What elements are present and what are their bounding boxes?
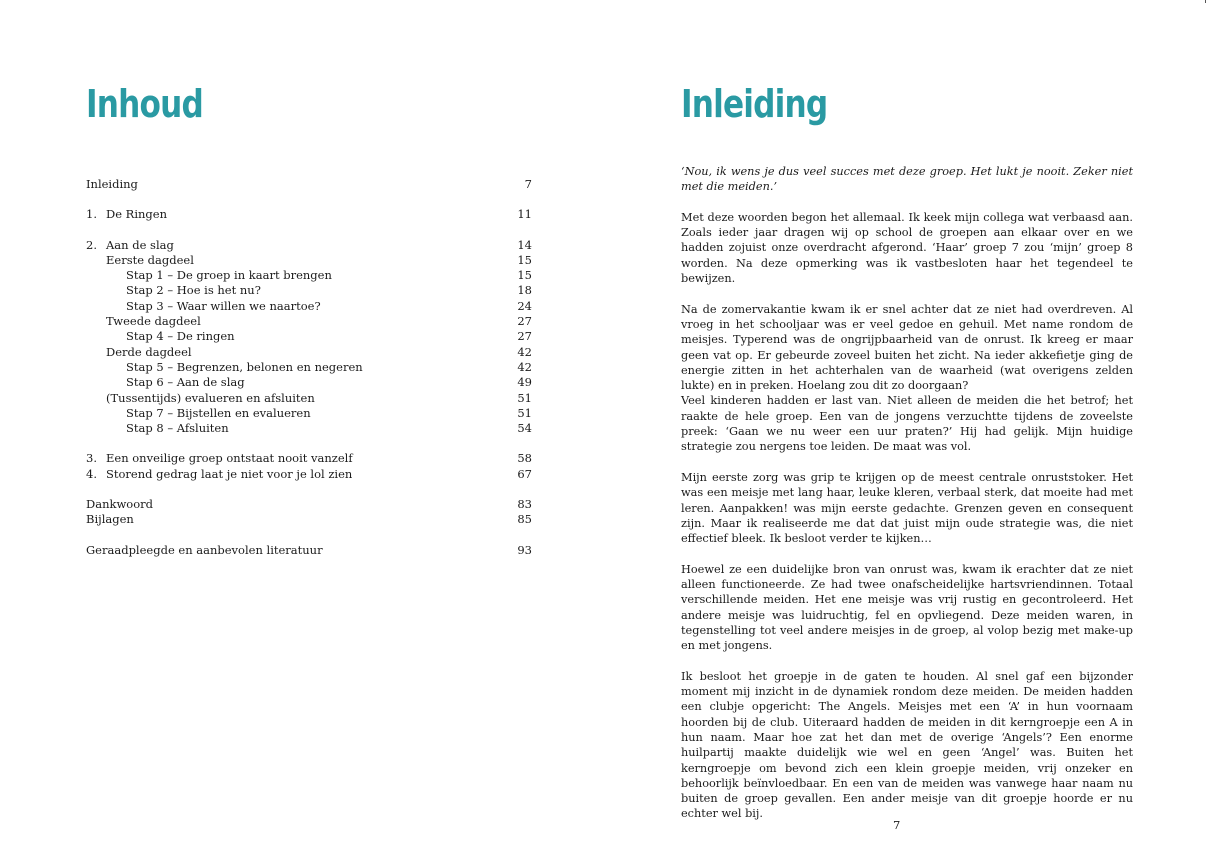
toc-entry-text: Stap 6 – Aan de slag: [126, 375, 245, 390]
toc-entry[interactable]: [86, 345, 532, 360]
toc-entry-number: 2.: [86, 237, 97, 252]
toc-group: [86, 238, 532, 437]
toc-entry-page: 67: [517, 466, 532, 481]
toc-entry-page: 27: [517, 314, 532, 329]
toc-entry-label: [86, 238, 174, 253]
toc-entry-label: [86, 268, 332, 283]
toc-entry-text: Aan de slag: [106, 237, 174, 252]
paragraph: Hoewel ze een duidelijke bron van onrust was, kwam ik erachter dat ze niet alleen functioneerde. Ze had twee onafscheidelijke hartsvriendinnen. Totaal verschillende meiden. Het ene meisje was vrij rustig en gecontroleerd. Het andere meisje was luidruchtig, fel en opvliegend. Deze meiden waren, in tegenstelling tot veel andere meisjes in de groep, al volop bezig met make-up en met jongens.: [681, 562, 1133, 653]
toc-entry-label: [86, 451, 353, 466]
toc-entry[interactable]: [86, 329, 532, 344]
toc-entry[interactable]: [86, 299, 532, 314]
toc-entry[interactable]: [86, 406, 532, 421]
toc-group: [86, 497, 532, 528]
toc-entry-page: 27: [517, 329, 532, 344]
toc-entry-page: 7: [524, 177, 532, 191]
toc-entry-page: 11: [517, 207, 532, 222]
toc-entry-text: Derde dagdeel: [106, 344, 192, 359]
toc-entry-page: 18: [517, 283, 532, 298]
toc-entry-text: Stap 1 – De groep in kaart brengen: [126, 268, 332, 283]
toc-entry-page: 51: [517, 405, 532, 420]
toc-entry-text: De Ringen: [106, 207, 167, 222]
toc-entry[interactable]: [86, 177, 532, 192]
paragraph: Na de zomervakantie kwam ik er snel achter dat ze niet had overdreven. Al vroeg in het schooljaar was er veel gedoe en gehuil. Met name rondom de meisjes. Typerend was de ongrijpbaarheid van de onrust. Ik kreeg er maar geen vat op. Er gebeurde zoveel buiten het zicht. Na ieder akkefietje ging de energie zitten in het achterhalen van de waarheid (wat overigens zelden lukte) en in preken. Hoelang zou dit zo doorgaan?: [681, 302, 1133, 393]
paragraph: Ik besloot het groepje in de gaten te houden. Al snel gaf een bijzonder moment mij inzicht in de dynamiek rondom deze meiden. De meiden hadden een clubje opgericht: The Angels. Meisjes met een ‘A’ in hun voornaam hoorden bij de club. Uiteraard hadden de meiden in dit kerngroepje een A in hun naam. Maar hoe zat het dan met de overige ‘Angels’? Een enorme huilpartij maakte duidelijk wie wel en geen ‘Angel’ was. Buiten het kerngroepje om bevond zich een klein groepje meiden, vrij onzeker en behoorlijk beïnvloedbaar. En een van de meiden was vanwege haar naam nu buiten de groep gevallen. Een ander meisje van dit groepje hoorde er nu echter wel bij.: [681, 669, 1133, 821]
toc-entry-text: Storend gedrag laat je niet voor je lol zien: [106, 466, 353, 481]
toc-entry[interactable]: [86, 314, 532, 329]
page-title-inhoud: Inhoud: [86, 82, 203, 126]
toc-entry-label: [86, 314, 201, 329]
toc-entry-text: Inleiding: [86, 177, 138, 191]
toc-entry-label: [86, 391, 315, 406]
toc-entry-label: [86, 345, 192, 360]
toc-entry-page: 14: [517, 237, 532, 252]
body-text: [681, 164, 1133, 822]
toc-entry[interactable]: [86, 253, 532, 268]
paragraph: Met deze woorden begon het allemaal. Ik keek mijn collega wat verbaasd aan. Zoals ieder jaar dragen wij op school de groepen aan elkaar over en we hadden zojuist onze overdracht afgerond. ‘Haar’ groep 7 zou ‘mijn’ groep 8 worden. Na deze opmerking was ik vastbesloten haar het tegendeel te bewijzen.: [681, 210, 1133, 286]
toc-group: [86, 207, 532, 222]
paragraph: Mijn eerste zorg was grip te krijgen op de meest centrale onruststoker. Het was een meisje met lang haar, leuke kleren, verbaal sterk, dat moeite had met leren. Aanpakken! was mijn eerste gedachte. Grenzen geven en consequent zijn. Maar ik realiseerde me dat dat juist mijn oude strategie was, die niet effectief bleek. Ik besloot verder te kijken…: [681, 470, 1133, 546]
toc-entry-number: 3.: [86, 451, 97, 466]
toc-entry-text: Een onveilige groep ontstaat nooit vanzelf: [106, 451, 353, 466]
toc-entry-page: 54: [517, 421, 532, 436]
crop-mark: [1205, 0, 1206, 3]
toc-entry[interactable]: [86, 268, 532, 283]
toc-entry-page: 15: [517, 252, 532, 267]
paragraph: ‘Nou, ik wens je dus veel succes met deze groep. Het lukt je nooit. Zeker niet met die meiden.’: [681, 165, 1133, 194]
toc-entry[interactable]: [86, 375, 532, 390]
page-title-inleiding: Inleiding: [681, 82, 828, 126]
toc-entry-page: 49: [517, 375, 532, 390]
toc-group: [86, 543, 532, 558]
toc-entry-label: [86, 497, 153, 512]
toc-entry[interactable]: [86, 391, 532, 406]
toc-entry-number: 1.: [86, 207, 97, 222]
toc-entry-label: [86, 512, 134, 527]
toc-group: [86, 451, 532, 482]
toc-entry[interactable]: [86, 421, 532, 436]
paragraph: Veel kinderen hadden er last van. Niet alleen de meiden die het betrof; het raakte de hele groep. Een van de jongens verzuchtte tijdens de zoveelste preek: ‘Gaan we nu weer een uur praten?’ Hij had gelijk. Mijn huidige strategie zou nergens toe leiden. De maat was vol.: [681, 394, 1133, 454]
toc-entry-label: [86, 253, 194, 268]
toc-entry-text: Stap 5 – Begrenzen, belonen en negeren: [126, 359, 363, 374]
toc-entry-label: [86, 421, 229, 436]
toc-entry-number: 4.: [86, 466, 97, 481]
toc-entry-label: [86, 329, 235, 344]
toc-entry-label: [86, 467, 352, 482]
toc-entry-page: 42: [517, 344, 532, 359]
toc-entry-text: Geraadpleegde en aanbevolen literatuur: [86, 542, 323, 557]
toc-entry-label: [86, 406, 311, 421]
toc-entry-label: [86, 375, 245, 390]
toc-entry-text: Bijlagen: [86, 512, 134, 527]
toc-entry[interactable]: [86, 467, 532, 482]
toc-entry-page: 51: [517, 390, 532, 405]
toc-entry-label: [86, 207, 167, 222]
page-number: 7: [893, 818, 901, 832]
toc-entry-page: 42: [517, 359, 532, 374]
toc-entry-text: Stap 4 – De ringen: [126, 329, 235, 344]
toc-entry-label: [86, 299, 321, 314]
toc-entry-page: 15: [517, 268, 532, 283]
toc-entry[interactable]: [86, 512, 532, 527]
toc-entry-text: Tweede dagdeel: [106, 314, 201, 329]
toc-entry-text: Stap 2 – Hoe is het nu?: [126, 283, 261, 298]
toc-entry[interactable]: [86, 238, 532, 253]
toc-entry-text: Eerste dagdeel: [106, 252, 194, 267]
toc-entry[interactable]: [86, 543, 532, 558]
toc-entry-page: 83: [517, 497, 532, 512]
toc-entry-page: 85: [517, 512, 532, 527]
toc-entry-label: [86, 360, 363, 375]
toc-entry-text: Stap 7 – Bijstellen en evalueren: [126, 405, 311, 420]
toc-entry[interactable]: [86, 451, 532, 466]
toc-entry-label: [86, 543, 323, 558]
toc-entry-page: 58: [517, 451, 532, 466]
toc-entry-text: Dankwoord: [86, 497, 154, 512]
toc-entry[interactable]: [86, 207, 532, 222]
table-of-contents: [86, 177, 532, 573]
toc-group: [86, 177, 532, 192]
toc-entry-text: Stap 8 – Afsluiten: [126, 421, 229, 436]
toc-entry-text: Stap 3 – Waar willen we naartoe?: [126, 298, 321, 313]
toc-entry[interactable]: [86, 283, 532, 298]
right-page: [604, 0, 1208, 857]
toc-entry[interactable]: [86, 360, 532, 375]
toc-entry-label: [86, 283, 261, 298]
toc-entry-text: (Tussentijds) evalueren en afsluiten: [106, 390, 315, 405]
toc-entry-label: [86, 177, 138, 192]
toc-entry-page: 93: [517, 542, 532, 557]
toc-entry[interactable]: [86, 497, 532, 512]
toc-entry-page: 24: [517, 298, 532, 313]
